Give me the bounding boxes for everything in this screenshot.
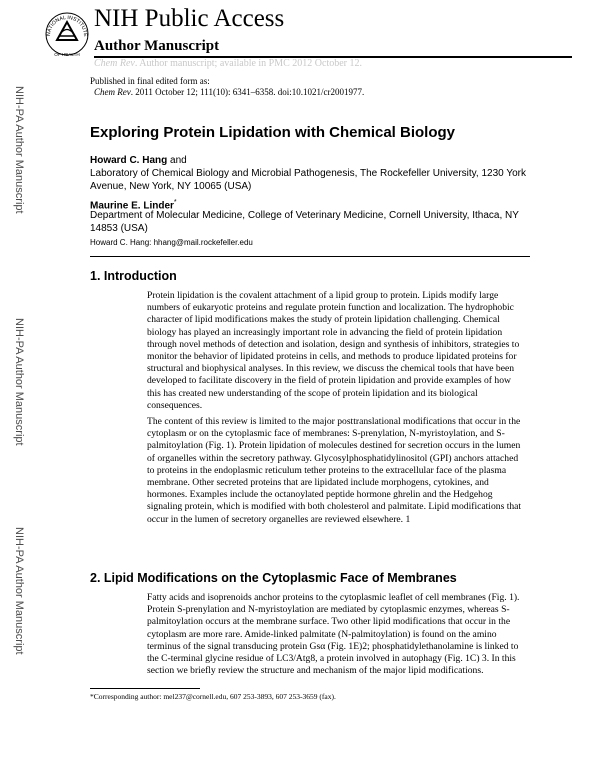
intro-paragraph-1: Protein lipidation is the covalent attachment of a lipid group to protein. Lipids modify large numbers of eukaryotic proteins and regulate protein function and localization. The hydrophobic character of lipid modifications makes the study of protein lipidation challenging. Chemical biology has played an increasingly important role in advancing the field of protein lipidation through novel methods of detection and isolation, design and synthesis of inhibitors, strategies to monitor the behavior of lipidated proteins in cells, and methods to produce lipidated proteins for structural and biophysical analyses. In this review, we discuss the chemical tools that have been developed to facilitate discovery in the field of protein lipidation and provide examples of how this has created new understanding of the scope of protein lipidation and its biological consequences. (147, 290, 520, 411)
header-subtitle: Author Manuscript (94, 38, 220, 54)
citation-journal: Chem Rev (94, 87, 131, 97)
section-heading-lipid-modifications: 2. Lipid Modifications on the Cytoplasmic Face of Membranes (90, 571, 457, 585)
citation-detail: . 2011 October 12; 111(10): 6341–6358. doi:10.1021/cr2001977. (130, 87, 365, 97)
author-block-divider (90, 256, 530, 257)
lipid-paragraph-1: Fatty acids and isoprenoids anchor proteins to the cytoplasmic leaflet of cell membranes (Fig. 1). Protein S-prenylation and N-myristoylation are mediated by cytoplasmic enzymes, whereas S-palmitoylation occurs at the membrane surface. Two other lipid modifications that occur in the cytoplasm are more rare. Amide-linked palmitate (N-palmitoylation) is found on the amino terminus of the signal transducing protein Gsα (Fig. 1E)2; phosphatidylethanolamine is linked to the C-terminal glycine residue of LC3/Atg8, a protein involved in autophagy (Fig. 1C) 3. In this section we briefly review the structure and mechanism of the major lipid modifications. (147, 592, 520, 677)
intro-paragraph-2: The content of this review is limited to the major posttranslational modifications that occur in the cytoplasm or on the cytoplasmic face of membranes: S-prenylation, N-myristoylation, and S-palmitoylation (Fig. 1). Protein lipidation of molecules destined for secretion occurs in the lumen of organelles within the secretory pathway. Glycosylphosphatidylinositol (GPI) anchors attached to proteins in the endoplasmic reticulum tether proteins to the extracellular face of the plasma membrane. Other secreted proteins that are lipidated include morphogens, cytokines, and hormones. Examples include the octanoylated peptide hormone ghrelin and the Hedgehog signaling protein, which is modified with both cholesterol and palmitate. Lipid modifications that occur in the lumen of secretory organelles are reviewed elsewhere. 1 (147, 416, 522, 525)
header-availability-note (94, 58, 362, 70)
footnote-divider (90, 688, 200, 689)
header-note-rest: . Author manuscript; available in PMC 2012 October 12. (134, 58, 363, 69)
side-watermark-middle: NIH-PA Author Manuscript (13, 318, 25, 446)
header-note-journal: Chem Rev (94, 58, 135, 69)
author-1-name-text: Howard C. Hang (90, 155, 168, 166)
published-label: Published in final edited form as: (90, 76, 210, 86)
author-1-name (90, 154, 187, 167)
paper-title: Exploring Protein Lipidation with Chemical Biology (90, 124, 456, 141)
nih-seal-logo (44, 6, 90, 62)
side-watermark-bottom: NIH-PA Author Manuscript (13, 527, 25, 655)
author-2-suffix: * (173, 199, 177, 206)
header-title: NIH Public Access (94, 5, 285, 32)
svg-text:NATIONAL INSTITUTES: NATIONAL INSTITUTE (45, 14, 89, 37)
section-heading-introduction: 1. Introduction (90, 269, 177, 283)
author-1-suffix: and (167, 155, 187, 166)
author-2-name-text: Maurine E. Linder (90, 200, 174, 212)
publication-citation (94, 87, 364, 98)
svg-text:OF HEALTH: OF HEALTH (54, 52, 80, 57)
corresponding-author-footnote: *Corresponding author: mel237@cornell.edu, 607 253-3893, 607 253-3659 (fax). (90, 692, 336, 701)
side-watermark-top: NIH-PA Author Manuscript (13, 86, 25, 214)
author-2-affiliation: Department of Molecular Medicine, College of Veterinary Medicine, Cornell University, Ithaca, NY 14853 (USA) (90, 210, 519, 234)
contact-email-line: Howard C. Hang: hhang@mail.rockefeller.edu (90, 238, 253, 247)
author-1-affiliation: Laboratory of Chemical Biology and Microbial Pathogenesis, The Rockefeller University, 1230 York Avenue, New York, NY 10065 (USA) (90, 168, 526, 192)
